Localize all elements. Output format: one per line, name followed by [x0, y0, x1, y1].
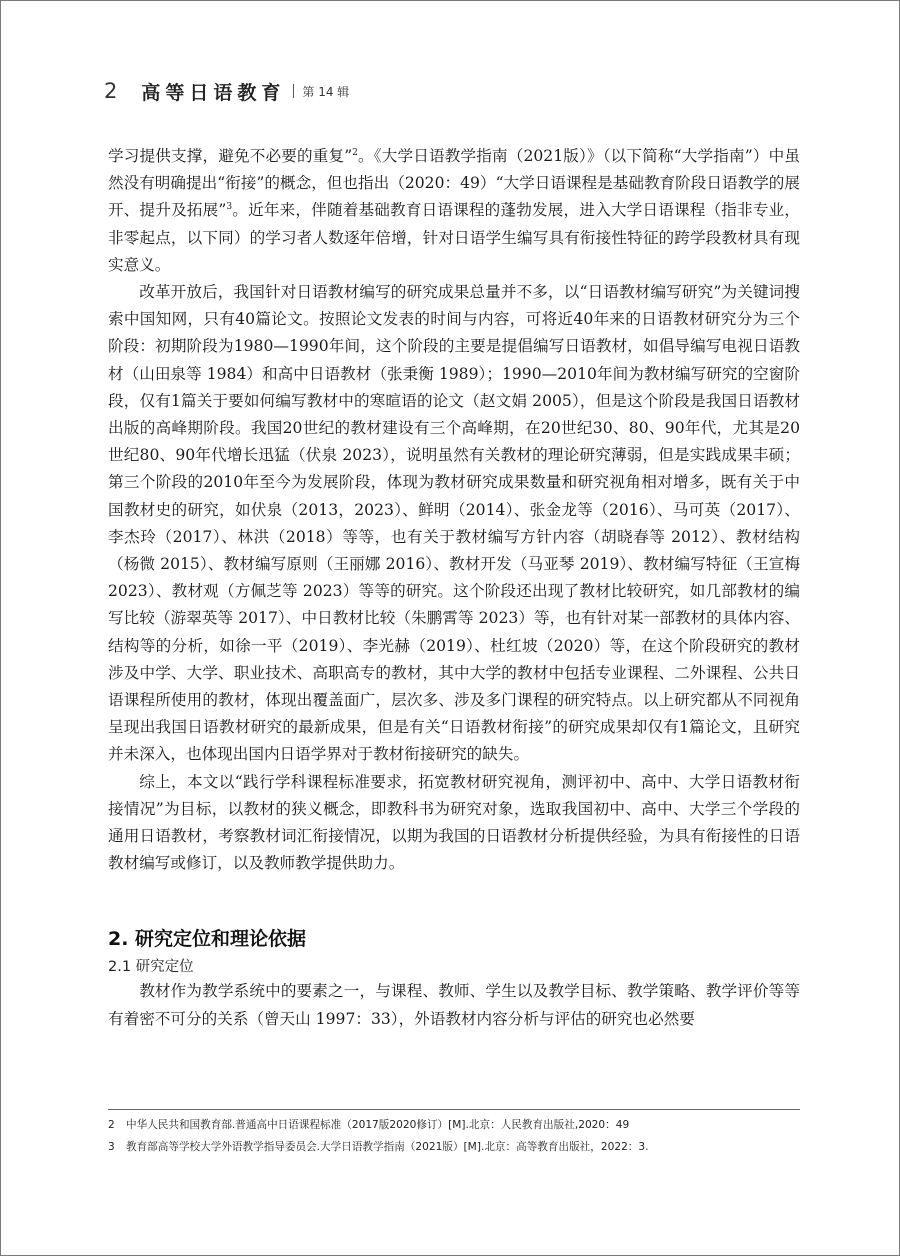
footnote-text: 教育部高等学校大学外语教学指导委员会.大学日语教学指南（2021版）[M].北京：高等教育出版社，2022：3.: [126, 1141, 649, 1153]
section-heading: 2. 研究定位和理论依据: [108, 928, 307, 951]
paragraph-1-part-a: 学习提供支撑，避免不必要的重复”: [108, 147, 353, 165]
page-number: 2: [104, 79, 118, 103]
footnote-3: [108, 1136, 808, 1158]
journal-title: 高等日语教育: [141, 81, 286, 104]
issue-label: 第 14 辑: [302, 84, 350, 99]
paragraph-2: 改革开放后，我国针对日语教材编写的研究成果总量并不多，以“日语教材编写研究”为关键词搜索中国知网，只有40篇论文。按照论文发表的时间与内容，可将近40年来的日语教材研究分为三个阶段：初期阶段为1980—1990年间，这个阶段的主要是提倡编写日语教材，如倡导编写电视日语教材（山田泉等 1984）和高中日语教材（张秉衡 1989）；1990—2010年间为教材编写研究的空窗阶段，仅有1篇关于要如何编写教材中的寒暄语的论文（赵文娟 2005），但是这个阶段是我国日语教材出版的高峰期阶段。我国20世纪的教材建设有三个高峰期，在20世纪30、80、90年代，尤其是20世纪80、90年代增长迅猛（伏泉 2023），说明虽然有关教材的理论研究薄弱，但是实践成果丰硕；第三个阶段的2010年至今为发展阶段，体现为教材研究成果数量和研究视角相对增多，既有关于中国教材史的研究，如伏泉（2013，2023）、鲜明（2014）、张金龙等（2016）、马可英（2017）、李杰玲（2017）、林洪（2018）等等，也有关于教材编写方针内容（胡晓春等 2012）、教材结构（杨微 2015）、教材编写原则（王丽娜 2016）、教材开发（马亚琴 2019）、教材编写特征（王宣梅 2023）、教材观（方佩芝等 2023）等等的研究。这个阶段还出现了教材比较研究，如几部教材的编写比较（游翠英等 2017）、中日教材比较（朱鹏霄等 2023）等，也有针对某一部教材的具体内容、结构等的分析，如徐一平（2019）、李光赫（2019）、杜红坡（2020）等，在这个阶段研究的教材涉及中学、大学、职业技术、高职高专的教材，其中大学的教材中包括专业课程、二外课程、公共日语课程所使用的教材，体现出覆盖面广，层次多、涉及多门课程的研究特点。以上研究都从不同视角呈现出我国日语教材研究的最新成果，但是有关“日语教材衔接”的研究成果却仅有1篇论文，且研究并未深入，也体现出国内日语学界对于教材衔接研究的缺失。: [108, 283, 800, 764]
footnote-ref-3[interactable]: 3: [226, 202, 233, 213]
running-header: [104, 76, 349, 106]
footnote-text: 中华人民共和国教育部.普通高中日语课程标准（2017版2020修订）[M].北京：人民教育出版社,2020：49: [126, 1119, 630, 1131]
paragraph-4: 教材作为教学系统中的要素之一，与课程、教师、学生以及教学目标、教学策略、教学评价等等有着密不可分的关系（曾天山 1997：33），外语教材内容分析与评估的研究也必然要: [108, 982, 800, 1028]
subsection-heading: 2.1 研究定位: [108, 959, 194, 976]
footnote-number: 3: [108, 1141, 115, 1153]
footnotes: [108, 1114, 808, 1158]
header-divider: [293, 84, 294, 98]
footnote-divider: [108, 1109, 800, 1110]
paragraph-1: [108, 143, 800, 279]
main-text: [108, 143, 800, 1033]
footnote-2: [108, 1114, 808, 1136]
footnote-number: 2: [108, 1119, 115, 1131]
paragraph-1-part-b: 。《大学日语教学指南（2021版）》（以下简称“大学指南”）中虽然没有明确提出“衔接”的概念，但也指出（2020：49）“大学日语课程是基础教育阶段日语教学的展开、提升及拓展”: [108, 147, 800, 220]
footnote-ref-2[interactable]: 2: [352, 147, 358, 158]
paragraph-3: 综上，本文以“践行学科课程标准要求，拓宽教材研究视角，测评初中、高中、大学日语教材衔接情况”为目标，以教材的狭义概念，即教科书为研究对象，选取我国初中、高中、大学三个学段的通用日语教材，考察教材词汇衔接情况，以期为我国的日语教材分析提供经验，为具有衔接性的日语教材编写或修订，以及教师教学提供助力。: [108, 772, 800, 873]
paragraph-1-part-c: 。近年来，伴随着基础教育日语课程的蓬勃发展，进入大学日语课程（指非专业，非零起点，以下同）的学习者人数逐年倍增，针对日语学生编写具有衔接性特征的跨学段教材具有现实意义。: [108, 201, 800, 274]
